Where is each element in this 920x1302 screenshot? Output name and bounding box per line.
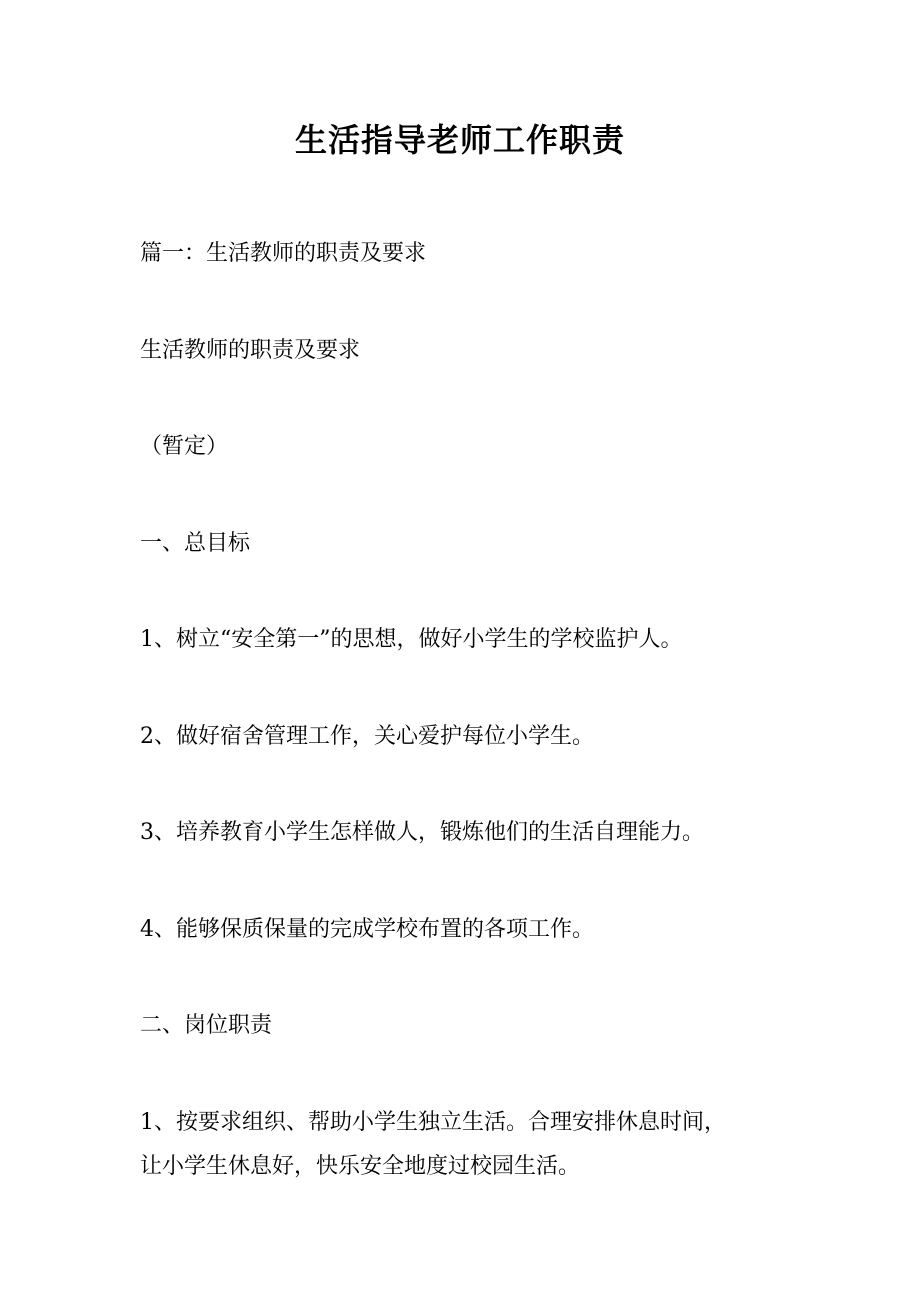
duty-item-1-line-1: 1、按要求组织、帮助小学生独立生活。合理安排休息时间， xyxy=(140,1110,726,1135)
document-title: 生活指导老师工作职责 xyxy=(294,121,625,159)
goal-item-4: 4、能够保质保量的完成学校布置的各项工作。 xyxy=(140,917,594,942)
heading-job-duties: 二、岗位职责 xyxy=(140,1013,273,1038)
provisional-note: （暂定） xyxy=(140,434,229,459)
goal-item-2: 2、做好宿舍管理工作，关心爱护每位小学生。 xyxy=(140,724,594,749)
section-heading-pian-yi: 篇一：生活教师的职责及要求 xyxy=(140,241,427,266)
goal-item-3: 3、培养教育小学生怎样做人，锻炼他们的生活自理能力。 xyxy=(140,820,704,845)
subtitle: 生活教师的职责及要求 xyxy=(140,338,361,363)
goal-item-1: 1、树立“安全第一”的思想，做好小学生的学校监护人。 xyxy=(140,627,683,652)
heading-overall-goal: 一、总目标 xyxy=(140,531,251,556)
duty-item-1-line-2: 让小学生休息好，快乐安全地度过校园生活。 xyxy=(140,1154,581,1179)
